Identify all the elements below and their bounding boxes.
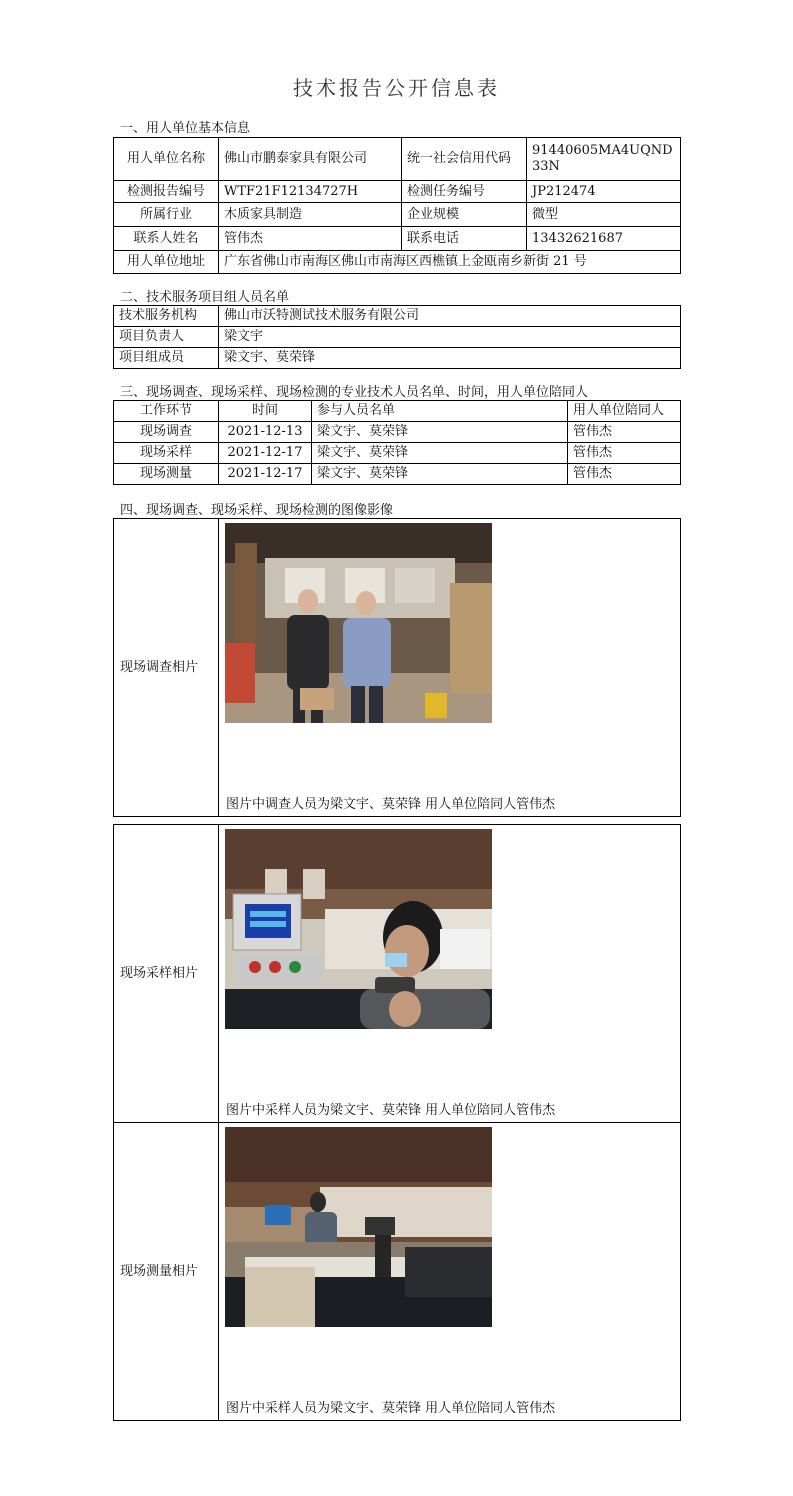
table-cell: 2021-12-13 bbox=[219, 422, 312, 443]
photo-label: 现场调查相片 bbox=[114, 519, 219, 817]
col-header: 工作环节 bbox=[114, 401, 219, 422]
table-cell: 梁文宇、莫荣锋 bbox=[312, 422, 568, 443]
table-cell: 管伟杰 bbox=[568, 422, 681, 443]
sampling-photo bbox=[225, 829, 492, 1029]
report-no: WTF21F12134727H bbox=[219, 181, 402, 203]
company-name: 佛山市鹏泰家具有限公司 bbox=[219, 138, 402, 181]
table-cell: 现场调查 bbox=[114, 422, 219, 443]
table-cell: 2021-12-17 bbox=[219, 443, 312, 464]
col-header: 用人单位陪同人 bbox=[568, 401, 681, 422]
table-cell: 现场采样 bbox=[114, 443, 219, 464]
credit-code: 91440605MA4UQND33N bbox=[527, 138, 681, 181]
photo-table-survey bbox=[113, 518, 681, 817]
table-cell: 梁文宇、莫荣锋 bbox=[312, 443, 568, 464]
table-row bbox=[114, 464, 681, 485]
table-row bbox=[114, 422, 681, 443]
photo-table-measurement bbox=[113, 1122, 681, 1421]
photo-table-sampling bbox=[113, 824, 681, 1123]
basic-info-table bbox=[113, 137, 681, 274]
photo-caption: 图片中采样人员为梁文宇、莫荣锋 用人单位陪同人管伟杰 bbox=[226, 1103, 556, 1118]
photo-label: 现场测量相片 bbox=[114, 1123, 219, 1421]
section1-heading: 一、用人单位基本信息 bbox=[120, 121, 251, 136]
phone: 13432621687 bbox=[527, 227, 681, 251]
industry: 木质家具制造 bbox=[219, 203, 402, 227]
measurement-photo bbox=[225, 1127, 492, 1327]
section3-heading: 三、现场调查、现场采样、现场检测的专业技术人员名单、时间，用人单位陪同人 bbox=[120, 385, 589, 400]
table-row bbox=[114, 443, 681, 464]
members: 梁文宇、莫荣锋 bbox=[219, 348, 681, 369]
label-industry: 所属行业 bbox=[114, 203, 219, 227]
label-leader: 项目负责人 bbox=[114, 327, 219, 348]
label-contact: 联系人姓名 bbox=[114, 227, 219, 251]
label-members: 项目组成员 bbox=[114, 348, 219, 369]
table-cell: 2021-12-17 bbox=[219, 464, 312, 485]
photo-caption: 图片中采样人员为梁文宇、莫荣锋 用人单位陪同人管伟杰 bbox=[226, 1401, 556, 1416]
label-task-no: 检测任务编号 bbox=[402, 181, 527, 203]
photo-label: 现场采样相片 bbox=[114, 825, 219, 1123]
label-org: 技术服务机构 bbox=[114, 306, 219, 327]
page-title: 技术报告公开信息表 bbox=[293, 76, 500, 100]
label-scale: 企业规模 bbox=[402, 203, 527, 227]
address: 广东省佛山市南海区佛山市南海区西樵镇上金瓯南乡新街 21 号 bbox=[219, 251, 681, 274]
org: 佛山市沃特测试技术服务有限公司 bbox=[219, 306, 681, 327]
col-header: 时间 bbox=[219, 401, 312, 422]
label-credit-code: 统一社会信用代码 bbox=[402, 138, 527, 181]
leader: 梁文宇 bbox=[219, 327, 681, 348]
label-phone: 联系电话 bbox=[402, 227, 527, 251]
photo-caption: 图片中调查人员为梁文宇、莫荣锋 用人单位陪同人管伟杰 bbox=[226, 797, 556, 812]
section4-heading: 四、现场调查、现场采样、现场检测的图像影像 bbox=[120, 503, 394, 518]
table-cell: 管伟杰 bbox=[568, 464, 681, 485]
label-report-no: 检测报告编号 bbox=[114, 181, 219, 203]
schedule-table bbox=[113, 400, 681, 485]
col-header: 参与人员名单 bbox=[312, 401, 568, 422]
label-company: 用人单位名称 bbox=[114, 138, 219, 181]
task-no: JP212474 bbox=[527, 181, 681, 203]
table-cell: 梁文宇、莫荣锋 bbox=[312, 464, 568, 485]
scale: 微型 bbox=[527, 203, 681, 227]
survey-photo bbox=[225, 523, 492, 723]
section2-heading: 二、技术服务项目组人员名单 bbox=[120, 290, 290, 305]
contact: 管伟杰 bbox=[219, 227, 402, 251]
team-table bbox=[113, 305, 681, 369]
label-address: 用人单位地址 bbox=[114, 251, 219, 274]
table-cell: 管伟杰 bbox=[568, 443, 681, 464]
table-cell: 现场测量 bbox=[114, 464, 219, 485]
